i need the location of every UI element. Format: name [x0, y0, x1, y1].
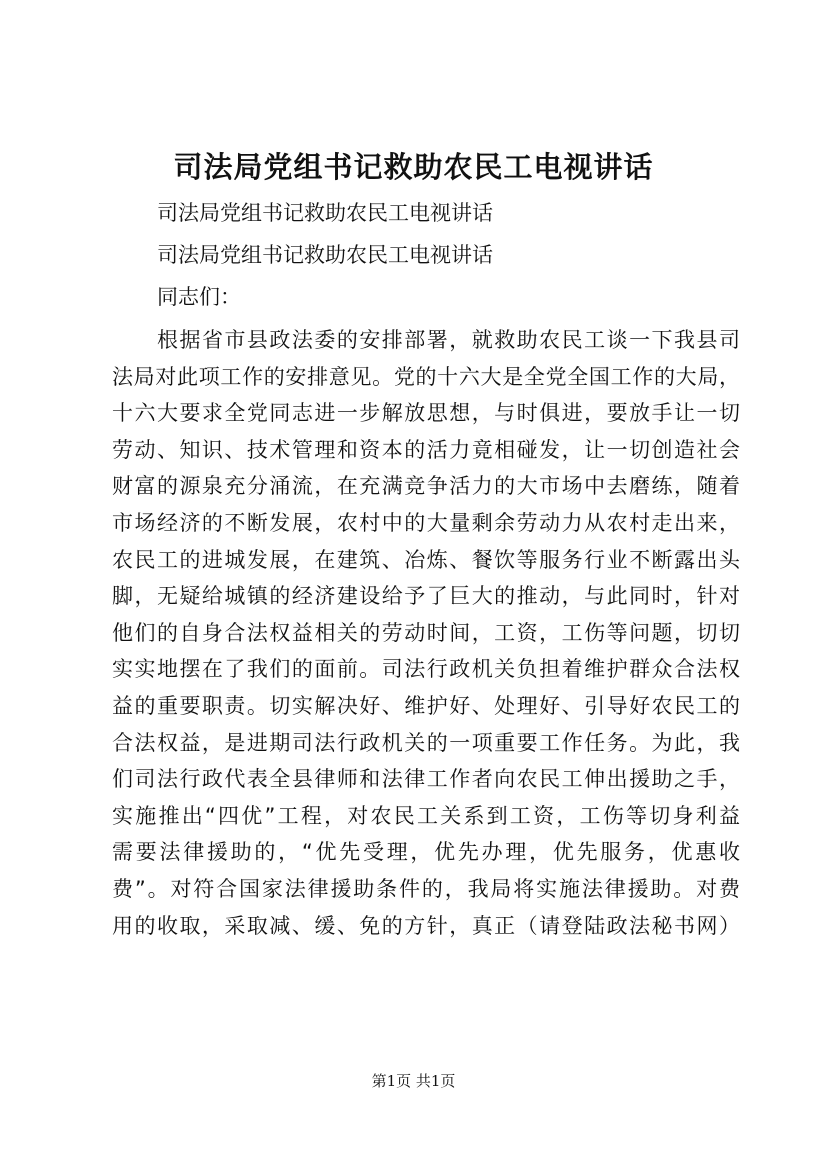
- body-line: 农民工的进城发展，在建筑、冶炼、餐饮等服务行业不断露出头: [112, 547, 740, 572]
- page-footer: 第1页 共1页: [371, 1072, 456, 1090]
- body-line: 财富的源泉充分涌流，在充满竞争活力的大市场中去磨练，随着: [112, 474, 740, 499]
- body-line: 实实地摆在了我们的面前。司法行政机关负担着维护群众合法权: [112, 657, 740, 682]
- body-line: 需要法律援助的，“优先受理，优先办理，优先服务，优惠收: [112, 840, 740, 865]
- document-title: 司法局党组书记救助农民工电视讲话: [173, 150, 654, 184]
- body-line: 法局对此项工作的安排意见。党的十六大是全党全国工作的大局，: [112, 364, 740, 389]
- body-line: 益的重要职责。切实解决好、维护好、处理好、引导好农民工的: [112, 693, 740, 718]
- body-line: 合法权益，是进期司法行政机关的一项重要工作任务。为此，我: [112, 730, 740, 755]
- subtitle-line-2: 司法局党组书记救助农民工电视讲话: [157, 243, 493, 267]
- body-line: 费”。对符合国家法律援助条件的，我局将实施法律援助。对费: [112, 876, 740, 901]
- body-paragraph: [112, 322, 740, 944]
- body-line: 脚，无疑给城镇的经济建设给予了巨大的推动，与此同时，针对: [112, 584, 740, 609]
- subtitle-line-1: 司法局党组书记救助农民工电视讲话: [157, 201, 493, 225]
- body-line: 根据省市县政法委的安排部署，就救助农民工谈一下我县司: [157, 328, 740, 352]
- body-line: 十六大要求全党同志进一步解放思想，与时俱进，要放手让一切: [112, 401, 740, 426]
- body-line: 劳动、知识、技术管理和资本的活力竟相碰发，让一切创造社会: [112, 437, 740, 462]
- salutation: 同志们：: [157, 285, 241, 309]
- body-line: 用的收取，采取减、缓、免的方针，真正（请登陆政法秘书网）: [112, 913, 740, 938]
- body-line: 实施推出“四优”工程，对农民工关系到工资，工伤等切身利益: [112, 803, 740, 828]
- body-line: 市场经济的不断发展，农村中的大量剩余劳动力从农村走出来，: [112, 510, 740, 535]
- body-line: 他们的自身合法权益相关的劳动时间，工资，工伤等问题，切切: [112, 620, 740, 645]
- body-line: 们司法行政代表全县律师和法律工作者向农民工伸出援助之手，: [112, 767, 740, 792]
